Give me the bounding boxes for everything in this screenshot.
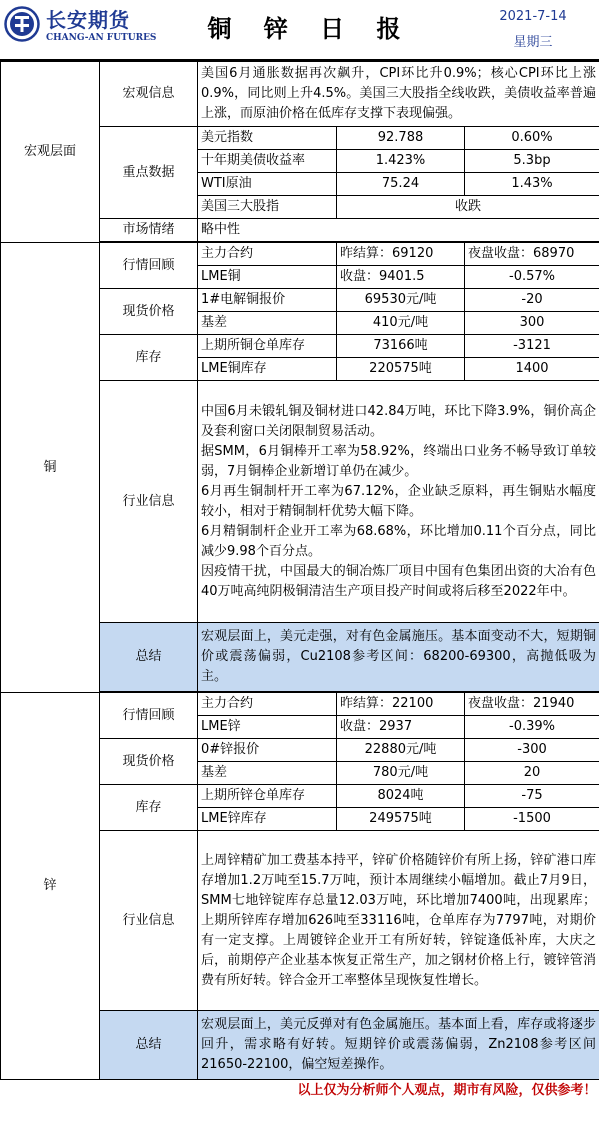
copper-stock-change: 1400 xyxy=(465,358,599,381)
zinc-stock-name: 上期所锌仓单库存 xyxy=(198,785,337,808)
key-data-name: 美元指数 xyxy=(198,127,337,150)
copper-stock-name: LME铜库存 xyxy=(198,358,337,381)
copper-industry-paragraph: 6月再生铜制杆开工率为67.12%，企业缺乏原料，再生铜贴水幅度较小，相对于精铜制杆优势大幅下降。 xyxy=(201,483,597,519)
footer-row xyxy=(1,1080,599,1102)
macro-info-label: 宏观信息 xyxy=(100,62,198,127)
zinc-stock-value: 8024吨 xyxy=(337,785,465,808)
key-data-value: 收跌 xyxy=(337,196,599,219)
zinc-review-contract: 主力合约 xyxy=(198,693,337,716)
copper-review-settle: 收盘：9401.5 xyxy=(337,266,465,289)
zinc-spot-price: 780元/吨 xyxy=(337,762,465,785)
key-data-name: 美国三大股指 xyxy=(198,196,337,219)
report-title: 铜 锌 日 报 xyxy=(207,15,413,43)
copper-review-contract: LME铜 xyxy=(198,266,337,289)
key-data-change: 1.43% xyxy=(465,173,599,196)
zinc-review-row xyxy=(1,693,599,716)
copper-stock-change: -3121 xyxy=(465,335,599,358)
zinc-industry-label: 行业信息 xyxy=(100,831,198,1011)
zinc-stock-name: LME锌库存 xyxy=(198,808,337,831)
key-data-change: 0.60% xyxy=(465,127,599,150)
copper-spot-label: 现货价格 xyxy=(100,289,198,335)
zinc-summary-text: 宏观层面上，美元反弹对有色金属施压。基本面上看，库存或将逐步回升，需求略有好转。短期锌价或震荡偏弱，Zn2108参考区间21650-22100，偏空短差操作。 xyxy=(198,1011,599,1080)
key-data-name: WTI原油 xyxy=(198,173,337,196)
zinc-spot-change: -300 xyxy=(465,739,599,762)
zinc-review-settle: 收盘：2937 xyxy=(337,716,465,739)
report-header xyxy=(0,0,599,61)
copper-review-label: 行情回顾 xyxy=(100,243,198,289)
report-weekday: 星期三 xyxy=(513,35,553,50)
key-data-name: 十年期美债收益率 xyxy=(198,150,337,173)
zinc-spot-name: 0#锌报价 xyxy=(198,739,337,762)
sentiment-value: 略中性 xyxy=(198,219,599,242)
copper-industry-label: 行业信息 xyxy=(100,381,198,623)
section-copper: 铜 xyxy=(1,243,100,693)
macro-info-row xyxy=(1,62,599,127)
copper-industry-paragraph: 中国6月未锻轧铜及铜材进口42.84万吨，环比下降3.9%，铜价高企及套利窗口关闭限制贸易活动。 xyxy=(201,403,597,439)
copper-stock-name: 上期所铜仓单库存 xyxy=(198,335,337,358)
copper-industry-text xyxy=(198,381,599,623)
company-logo-icon xyxy=(4,6,40,42)
zinc-review-night: -0.39% xyxy=(465,716,599,739)
zinc-spot-name: 基差 xyxy=(198,762,337,785)
zinc-summary-label: 总结 xyxy=(100,1011,198,1080)
copper-spot-name: 基差 xyxy=(198,312,337,335)
copper-stock-label: 库存 xyxy=(100,335,198,381)
zinc-review-night: 夜盘收盘：21940 xyxy=(465,693,599,716)
key-data-value: 92.788 xyxy=(337,127,465,150)
zinc-stock-change: -75 xyxy=(465,785,599,808)
copper-spot-price: 410元/吨 xyxy=(337,312,465,335)
sentiment-label: 市场情绪 xyxy=(100,219,198,242)
copper-review-row xyxy=(1,243,599,266)
zinc-review-settle: 昨结算：22100 xyxy=(337,693,465,716)
copper-review-night: 夜盘收盘：68970 xyxy=(465,243,599,266)
copper-review-contract: 主力合约 xyxy=(198,243,337,266)
copper-spot-price: 69530元/吨 xyxy=(337,289,465,312)
copper-industry-paragraph: 6月精铜制杆企业开工率为68.68%，环比增加0.11个百分点，同比减少9.98个百分点。 xyxy=(201,523,597,559)
zinc-spot-price: 22880元/吨 xyxy=(337,739,465,762)
section-zinc: 锌 xyxy=(1,693,100,1080)
key-data-value: 75.24 xyxy=(337,173,465,196)
report-date: 2021-7-14 xyxy=(499,9,567,24)
copper-summary-text: 宏观层面上，美元走强，对有色金属施压。基本面变动不大，短期铜价或震荡偏弱，Cu2108参考区间：68200-69300，高抛低吸为主。 xyxy=(198,623,599,692)
section-macro: 宏观层面 xyxy=(1,62,100,243)
copper-review-night: -0.57% xyxy=(465,266,599,289)
copper-spot-change: 300 xyxy=(465,312,599,335)
copper-industry-paragraph: 因疫情干扰，中国最大的铜冶炼厂项目中国有色集团出资的大冶有色40万吨高纯阴极铜清洁生产项目投产时间或将后移至2022年中。 xyxy=(201,563,597,599)
key-data-label: 重点数据 xyxy=(100,127,198,219)
macro-info-text: 美国6月通胀数据再次飙升，CPI环比升0.9%；核心CPI环比上涨0.9%，同比则上升4.5%。美国三大股指全线收跌，美债收益率普遍上涨，而原油价格在低库存支撑下表现偏强。 xyxy=(198,62,599,127)
copper-stock-value: 220575吨 xyxy=(337,358,465,381)
zinc-spot-label: 现货价格 xyxy=(100,739,198,785)
copper-spot-change: -20 xyxy=(465,289,599,312)
copper-industry-paragraph: 据SMM，6月铜棒开工率为58.92%，终端出口业务不畅导致订单较弱，7月铜棒企业新增订单仍在减少。 xyxy=(201,443,597,479)
zinc-stock-value: 249575吨 xyxy=(337,808,465,831)
zinc-review-label: 行情回顾 xyxy=(100,693,198,739)
copper-spot-name: 1#电解铜报价 xyxy=(198,289,337,312)
zinc-stock-label: 库存 xyxy=(100,785,198,831)
zinc-spot-change: 20 xyxy=(465,762,599,785)
key-data-value: 1.423% xyxy=(337,150,465,173)
copper-summary-label: 总结 xyxy=(100,623,198,692)
zinc-industry-text: 上周锌精矿加工费基本持平，锌矿价格随锌价有所上扬，锌矿港口库存增加1.2万吨至15.7万吨，预计本周继续小幅增加。截止7月9日，SMM七地锌锭库存总量12.03万吨，环比增加7400吨，出现累库；上期所锌库存增加626吨至33116吨，仓单库存为7797吨，对期价有一定支撑。上周镀锌企业开工有所好转，锌锭逢低补库，大庆之后，前期停产企业基本恢复正常生产，加之钢材价格上行，镀锌管消费有所好转。锌合金开工率整体呈现恢复性增长。 xyxy=(198,831,599,1011)
key-data-change: 5.3bp xyxy=(465,150,599,173)
copper-review-settle: 昨结算：69120 xyxy=(337,243,465,266)
zinc-review-contract: LME锌 xyxy=(198,716,337,739)
zinc-stock-change: -1500 xyxy=(465,808,599,831)
copper-stock-value: 73166吨 xyxy=(337,335,465,358)
disclaimer-note: 以上仅为分析师个人观点，期市有风险，仅供参考！ xyxy=(297,1082,597,1098)
company-name-cn: 长安期货 xyxy=(46,8,130,32)
company-name-en: CHANG-AN FUTURES xyxy=(46,33,157,43)
report-table xyxy=(0,61,599,1102)
